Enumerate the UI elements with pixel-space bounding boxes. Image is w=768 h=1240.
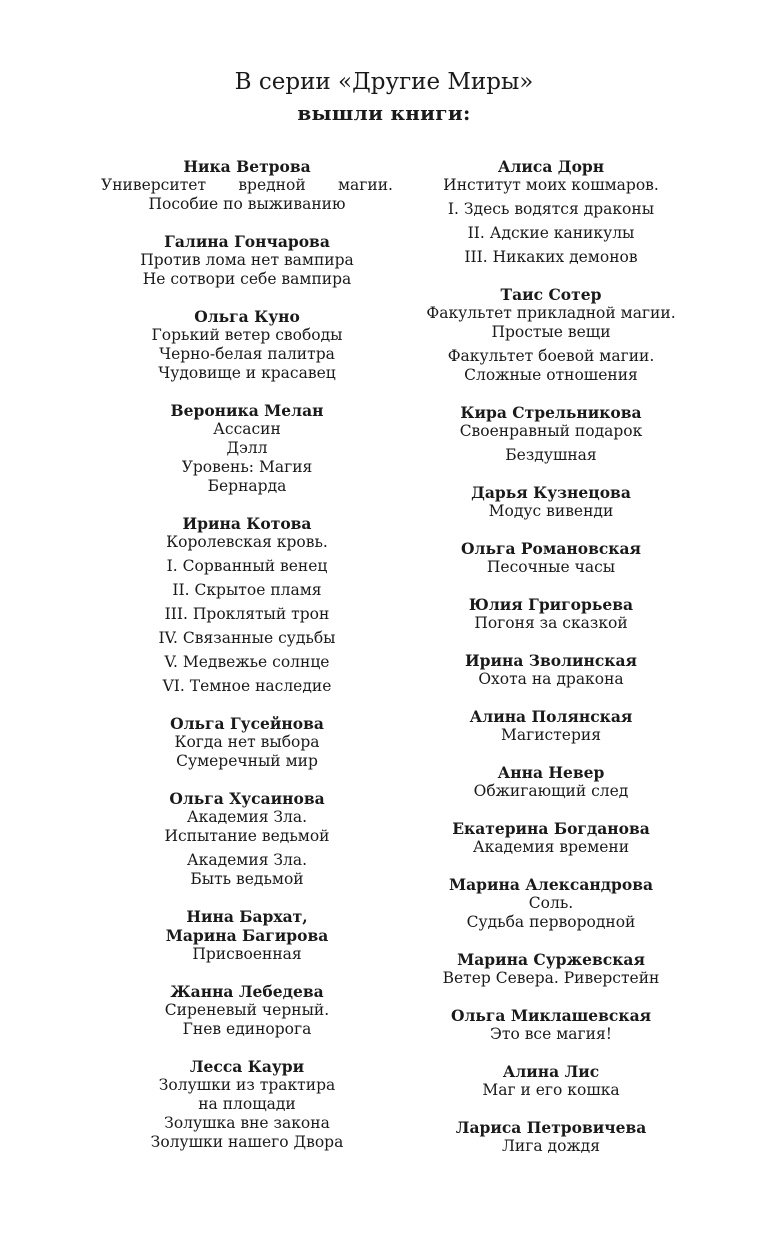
book-title: Это все магия! (490, 1025, 612, 1043)
list-item (401, 707, 701, 745)
list-item (401, 875, 701, 932)
list-item (401, 595, 701, 633)
list-item (101, 514, 393, 696)
book-title: Модус вивенди (488, 502, 614, 520)
author-name: Кира Стрельникова (460, 403, 642, 422)
author-name: Алина Лис (502, 1062, 600, 1081)
author-name: Нина Бархат, (186, 907, 308, 926)
list-item (101, 1057, 393, 1152)
list-item (101, 307, 393, 383)
book-title: Факультет прикладной магии. (426, 304, 676, 322)
book-title: Академия Зла. (186, 851, 308, 869)
author-name: Марина Александрова (448, 875, 654, 894)
list-item (101, 907, 393, 964)
author-name: Ника Ветрова (183, 157, 311, 176)
author-name: Ирина Котова (182, 514, 312, 533)
book-title: Не сотвори себе вампира (142, 270, 352, 288)
list-item (401, 1062, 701, 1100)
book-title: Пособие по выживанию (148, 195, 346, 213)
left-book-column (101, 157, 393, 1170)
page-title (0, 66, 768, 128)
book-title: III. Никаких демонов (464, 248, 638, 266)
book-title: Погоня за сказкой (474, 614, 628, 632)
author-name: Алина Полянская (469, 707, 633, 726)
book-title: Университет вредной магии. (101, 176, 393, 194)
author-name: Ирина Зволинская (465, 651, 637, 670)
author-name: Екатерина Богданова (452, 819, 650, 838)
list-item (401, 539, 701, 577)
book-title: Академия Зла. (186, 808, 308, 826)
series-subtitle: вышли книги: (297, 101, 471, 125)
book-title: Своенравный подарок (459, 422, 643, 440)
list-item (401, 403, 701, 465)
list-item (401, 285, 701, 385)
book-title: Маг и его кошка (482, 1081, 620, 1099)
author-name: Ольга Миклашевская (450, 1006, 652, 1025)
author-name: Лариса Петровичева (455, 1118, 647, 1137)
book-title: VI. Темное наследие (162, 677, 332, 695)
book-title: Быть ведьмой (190, 870, 304, 888)
list-item (401, 763, 701, 801)
book-title: Королевская кровь. (166, 533, 328, 551)
book-title: II. Скрытое пламя (172, 581, 322, 599)
book-title: Присвоенная (192, 945, 302, 963)
book-title: Соль. (528, 894, 574, 912)
book-title: Лига дождя (501, 1137, 600, 1155)
author-name: Алиса Дорн (497, 157, 605, 176)
list-item (401, 651, 701, 689)
book-title: Академия времени (472, 838, 630, 856)
book-title: Золушка вне закона (164, 1114, 330, 1132)
book-title: Испытание ведьмой (164, 827, 330, 845)
author-name: Ольга Хусаинова (169, 789, 325, 808)
author-name: Жанна Лебедева (170, 982, 324, 1001)
book-title: Факультет боевой магии. (447, 347, 655, 365)
book-title: Охота на дракона (478, 670, 624, 688)
list-item (101, 157, 393, 214)
book-title: I. Здесь водятся драконы (447, 200, 655, 218)
author-name: Марина Суржевская (457, 950, 645, 969)
book-title: Сумеречный мир (176, 752, 318, 770)
right-book-column (401, 157, 701, 1174)
list-item (101, 232, 393, 289)
list-item (401, 1006, 701, 1044)
book-title: Когда нет выбора (174, 733, 320, 751)
author-name: Ольга Романовская (461, 539, 641, 558)
book-title: Горький ветер свободы (151, 326, 343, 344)
book-title: II. Адские каникулы (467, 224, 635, 242)
book-title: Черно-белая палитра (159, 345, 335, 363)
book-title: Гнев единорога (182, 1020, 312, 1038)
book-title: Судьба первородной (466, 913, 636, 931)
series-title: В серии «Другие Миры» (234, 69, 534, 95)
author-name: Анна Невер (497, 763, 605, 782)
book-title: Обжигающий след (473, 782, 629, 800)
author-name: Лесса Каури (189, 1057, 305, 1076)
book-title: Против лома нет вампира (140, 251, 354, 269)
list-item (401, 483, 701, 521)
book-title: Сиреневый черный. (164, 1001, 330, 1019)
list-item (401, 819, 701, 857)
book-title: Чудовище и красавец (158, 364, 336, 382)
book-title: Золушки из трактира (158, 1076, 336, 1094)
author-name: Юлия Григорьева (468, 595, 634, 614)
author-name: Ольга Гусейнова (170, 714, 324, 733)
list-item (101, 789, 393, 889)
author-name: Галина Гончарова (164, 232, 330, 251)
book-title: IV. Связанные судьбы (158, 629, 336, 647)
book-title: Институт моих кошмаров. (443, 176, 659, 194)
book-title: на площади (198, 1095, 296, 1113)
book-title: Ассасин (213, 420, 281, 438)
book-title: Бернарда (207, 477, 287, 495)
book-title: Бездушная (505, 446, 597, 464)
book-title: III. Проклятый трон (164, 605, 330, 623)
list-item (101, 401, 393, 496)
book-title: Песочные часы (486, 558, 616, 576)
author-name: Марина Багирова (165, 926, 329, 945)
list-item (401, 157, 701, 267)
list-item (101, 714, 393, 771)
book-title: Уровень: Магия (181, 458, 313, 476)
book-title: V. Медвежье солнце (164, 653, 330, 671)
author-name: Таис Сотер (500, 285, 602, 304)
book-title: Сложные отношения (464, 366, 638, 384)
author-name: Ольга Куно (194, 307, 300, 326)
book-title: Золушки нашего Двора (150, 1133, 344, 1151)
list-item (401, 1118, 701, 1156)
book-title: Магистерия (500, 726, 602, 744)
author-name: Вероника Мелан (170, 401, 324, 420)
book-title: I. Сорванный венец (166, 557, 328, 575)
list-item (401, 950, 701, 988)
list-item (101, 982, 393, 1039)
book-title: Ветер Севера. Риверстейн (442, 969, 660, 987)
author-name: Дарья Кузнецова (471, 483, 631, 502)
book-title: Простые вещи (491, 323, 611, 341)
book-title: Дэлл (226, 439, 268, 457)
